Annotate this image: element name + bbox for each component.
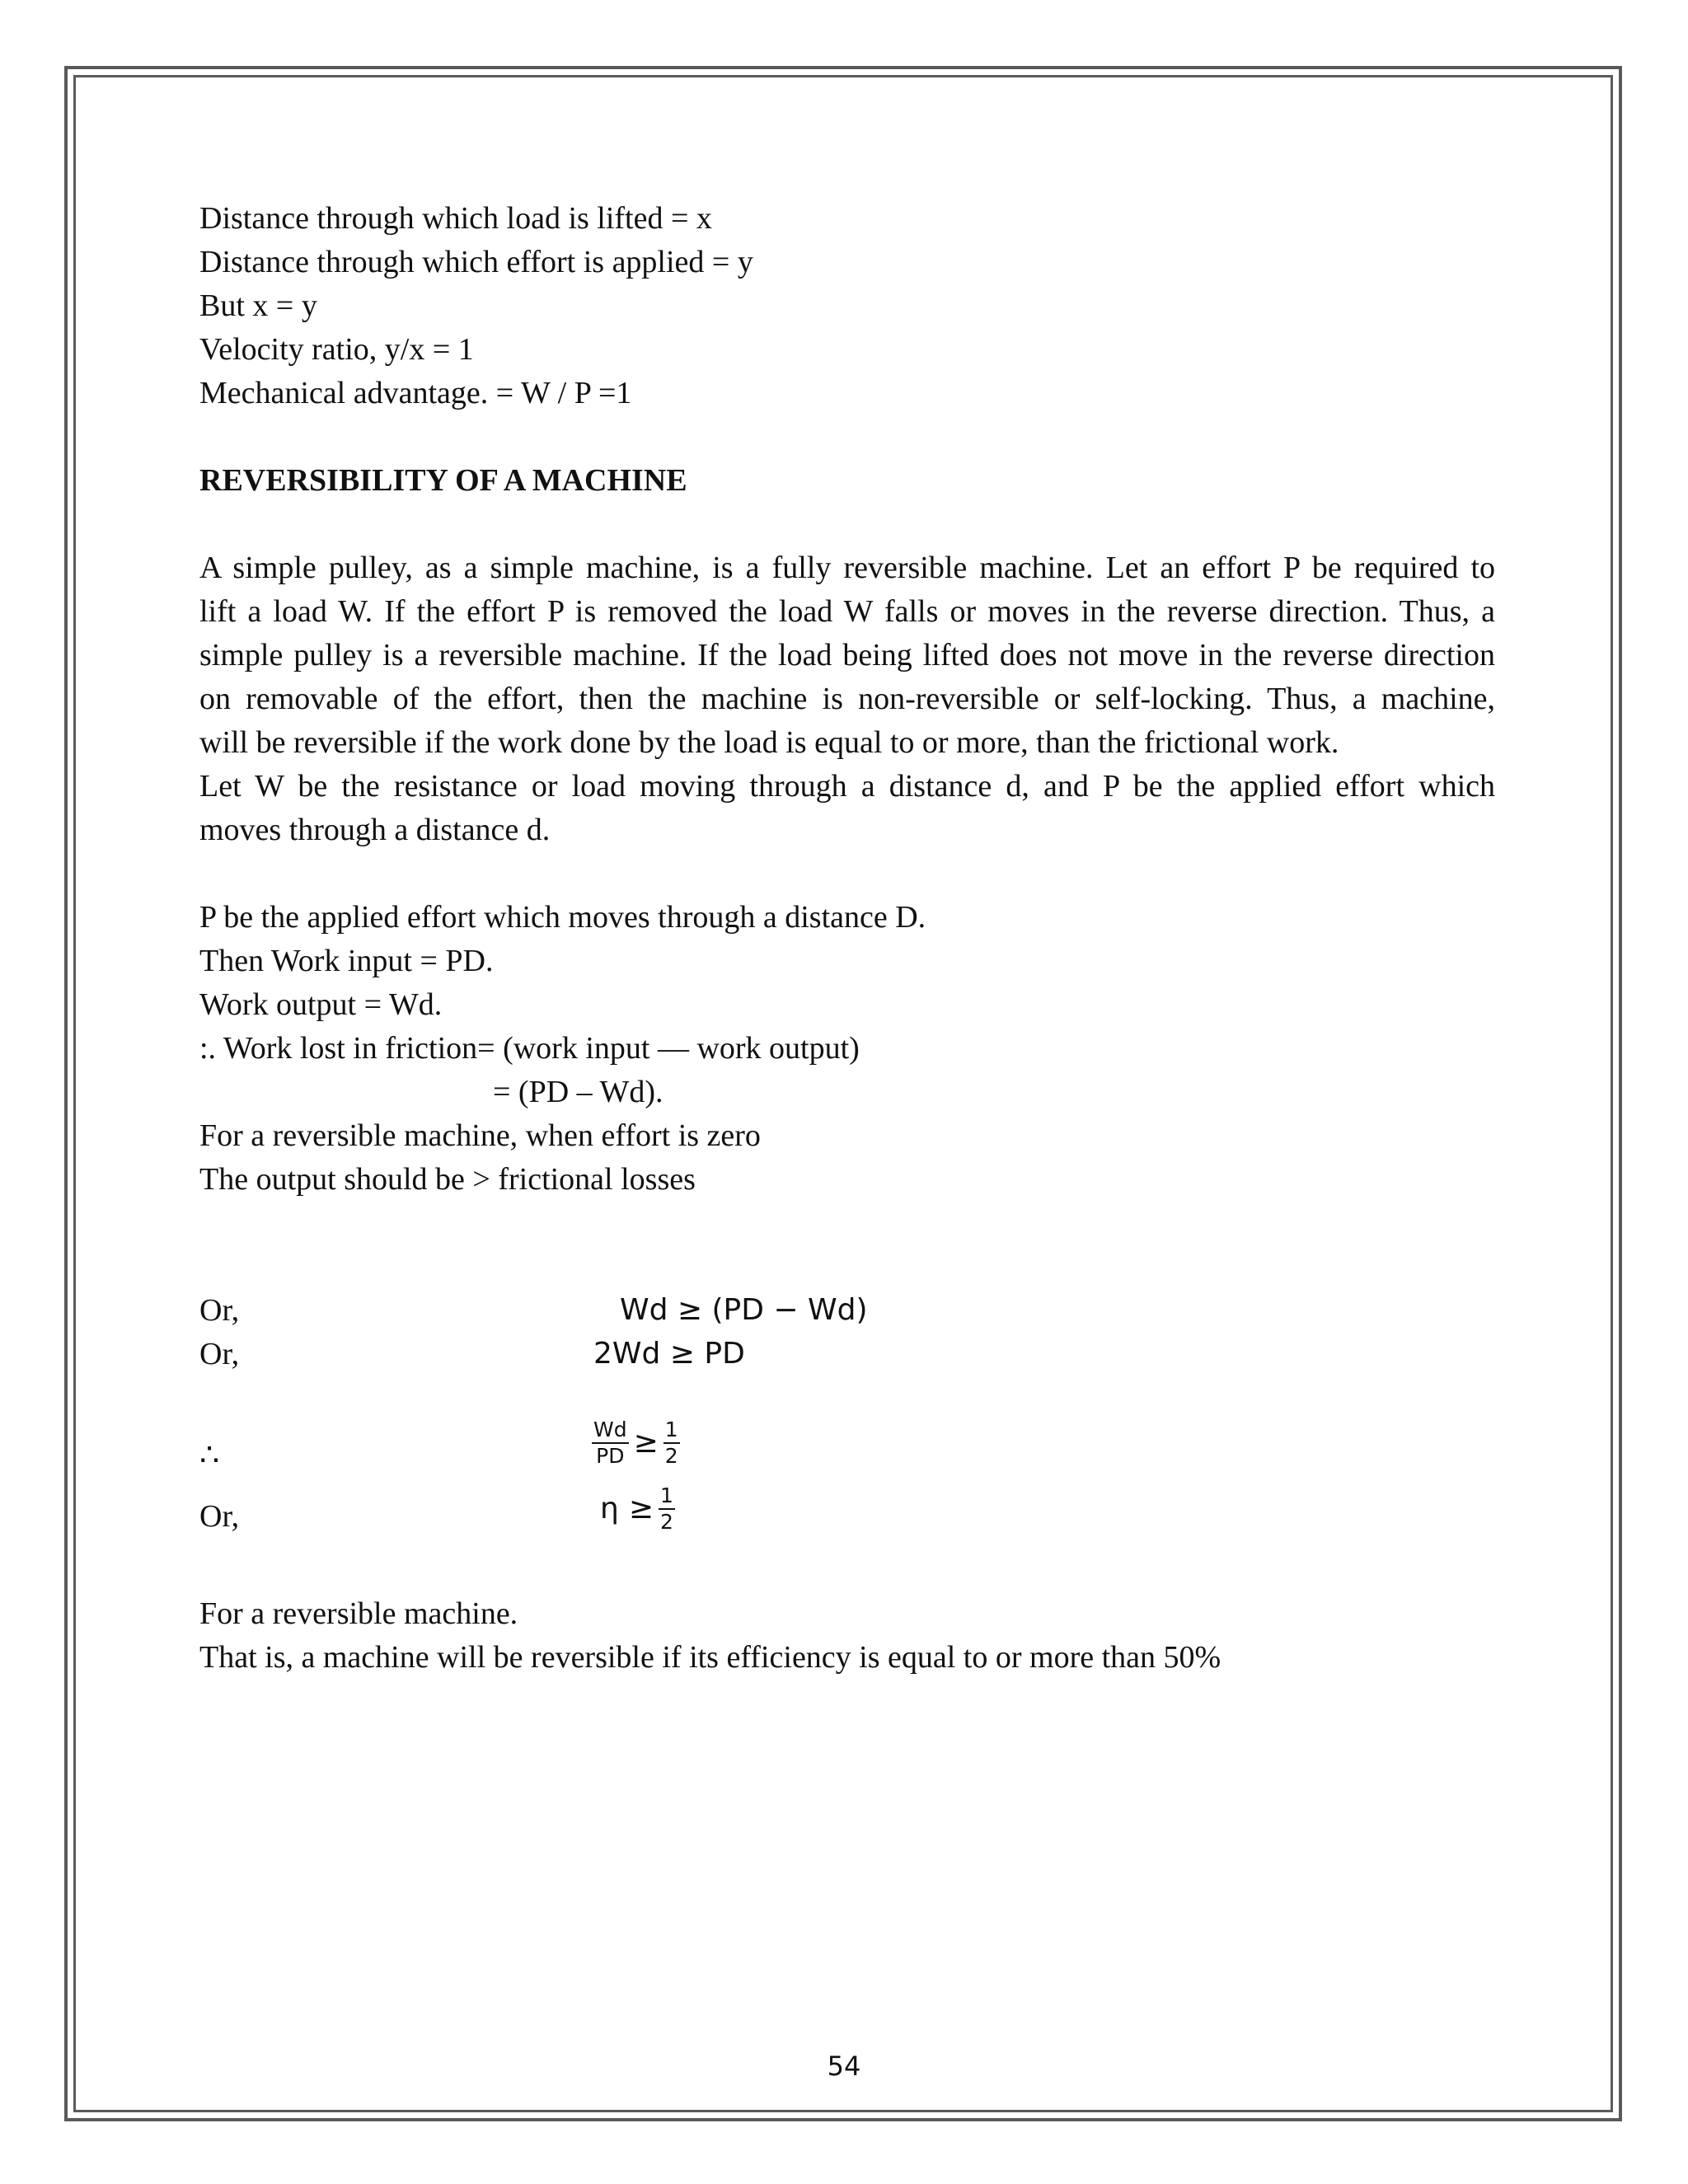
fraction-numerator: Wd (592, 1418, 629, 1444)
fraction-one-half (663, 1418, 680, 1469)
intro-line-5: Mechanical advantage. = W / P =1 (199, 376, 632, 410)
derivation-row2-prefix: Or, (199, 1337, 240, 1371)
conclusion-line-1: For a reversible machine. (199, 1596, 518, 1631)
fraction-denominator: PD (596, 1444, 625, 1468)
paragraph1-line-1: A simple pulley, as a simple machine, is a fully reversible machine. Let an effort P be required to (199, 551, 1495, 585)
fraction-one-half (659, 1483, 675, 1535)
derivation-row3-expression (592, 1418, 680, 1469)
derivation-row1-prefix: Or, (199, 1293, 240, 1328)
work-line-6: For a reversible machine, when effort is zero (199, 1118, 761, 1153)
work-line-3: Work output = Wd. (199, 987, 443, 1022)
work-line-1: P be the applied effort which moves through a distance D. (199, 900, 926, 935)
intro-line-4: Velocity ratio, y/x = 1 (199, 332, 474, 367)
page-number: 54 (827, 2050, 861, 2082)
work-line-7: The output should be > frictional losses (199, 1162, 696, 1197)
derivation-row1-expression: Wd ≥ (PD − Wd) (620, 1293, 868, 1327)
work-line-2: Then Work input = PD. (199, 944, 494, 978)
intro-line-2: Distance through which effort is applied = y (199, 245, 753, 279)
paragraph2-line-1: Let W be the resistance or load moving through a distance d, and P be the applied effort which (199, 769, 1495, 804)
fraction-denominator: 2 (664, 1444, 678, 1468)
paragraph1-line-4: on removable of the effort, then the machine is non-reversible or self-locking. Thus, a machine, (199, 682, 1495, 716)
fraction-denominator: 2 (660, 1510, 673, 1534)
derivation-row4-expression (600, 1483, 675, 1535)
eta-symbol: η (600, 1492, 619, 1526)
conclusion-line-2: That is, a machine will be reversible if its efficiency is equal to or more than 50% (199, 1640, 1221, 1675)
paragraph1-line-2: lift a load W. If the effort P is removed the load W falls or moves in the reverse direction. Thus, a (199, 594, 1495, 629)
greater-equal-symbol: ≥ (628, 1492, 654, 1526)
fraction-numerator: 1 (663, 1418, 680, 1444)
derivation-row2-expression: 2Wd ≥ PD (593, 1337, 745, 1371)
paragraph1-line-3: simple pulley is a reversible machine. If the load being lifted does not move in the reverse direction (199, 638, 1495, 673)
fraction-wd-over-pd (592, 1418, 629, 1469)
work-line-5: = (PD – Wd). (493, 1075, 663, 1109)
greater-equal-symbol: ≥ (633, 1426, 659, 1460)
derivation-row4-prefix: Or, (199, 1499, 240, 1534)
derivation-row3-prefix: ∴ (199, 1438, 220, 1473)
section-heading: REVERSIBILITY OF A MACHINE (199, 463, 687, 498)
paragraph2-line-2: moves through a distance d. (199, 813, 551, 847)
paragraph1-line-5: will be reversible if the work done by the load is equal to or more, than the frictional work. (199, 725, 1339, 760)
intro-line-3: But x = y (199, 288, 317, 323)
intro-line-1: Distance through which load is lifted = x (199, 201, 712, 236)
work-line-4: :. Work lost in friction= (work input — work output) (199, 1031, 860, 1066)
fraction-numerator: 1 (659, 1483, 675, 1510)
